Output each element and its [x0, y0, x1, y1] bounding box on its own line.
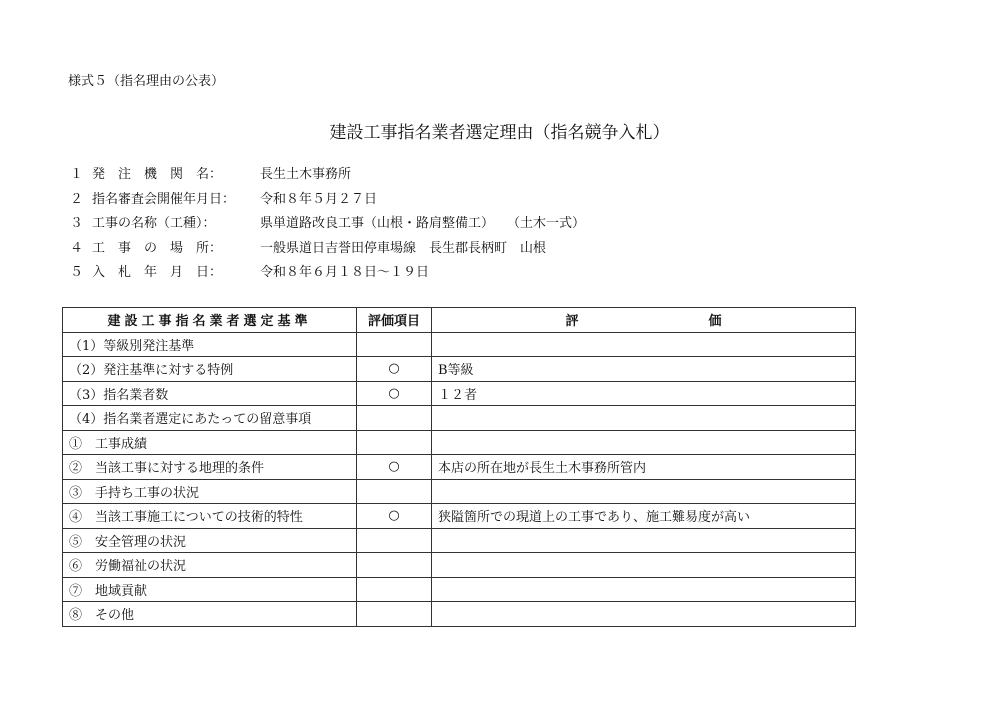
criteria-cell: ① 工事成績	[63, 430, 357, 455]
criteria-cell: （1）等級別発注基準	[63, 332, 357, 357]
evaluation-mark	[357, 577, 432, 602]
info-number: ３	[70, 216, 84, 231]
table-row	[63, 577, 856, 602]
info-number: ２	[70, 191, 84, 207]
info-value: 令和８年６月１８日～１９日	[260, 265, 430, 280]
evaluation-mark	[357, 430, 432, 455]
evaluation-cell	[432, 553, 856, 578]
evaluation-cell: １２者	[432, 381, 856, 406]
info-row	[70, 212, 585, 237]
table-row	[63, 602, 856, 627]
form-label: 様式５（指名理由の公表）	[68, 74, 225, 89]
info-value: 長生土木事務所	[260, 167, 352, 182]
table-row	[63, 357, 856, 382]
evaluation-cell	[432, 577, 856, 602]
info-number: ４	[70, 240, 84, 256]
header-criteria: 建設工事指名業者選定基準	[63, 308, 357, 333]
criteria-cell: ⑥ 労働福祉の状況	[63, 553, 357, 578]
evaluation-cell	[432, 332, 856, 357]
info-value: 令和８年５月２７日	[260, 191, 378, 207]
evaluation-cell: 狭隘箇所での現道上の工事であり、施工難易度が高い	[432, 504, 856, 529]
table-row	[63, 528, 856, 553]
criteria-cell: ⑧ その他	[63, 602, 357, 627]
evaluation-cell	[432, 602, 856, 627]
info-list	[70, 163, 585, 286]
info-label: 指名審査会開催年月日：	[92, 191, 236, 207]
info-label: 工事の名称（工種）：	[92, 216, 216, 231]
evaluation-cell	[432, 479, 856, 504]
info-label: 工 事 の 場 所：	[92, 240, 223, 256]
evaluation-mark	[357, 553, 432, 578]
evaluation-mark	[357, 479, 432, 504]
criteria-cell: ③ 手持ち工事の状況	[63, 479, 357, 504]
header-evaluation-right: 価	[708, 314, 722, 330]
info-row	[70, 188, 585, 213]
table-row	[63, 455, 856, 480]
criteria-cell: ② 当該工事に対する地理的条件	[63, 455, 357, 480]
table-row	[63, 332, 856, 357]
criteria-cell: （4）指名業者選定にあたっての留意事項	[63, 406, 357, 431]
evaluation-mark	[357, 406, 432, 431]
table-row	[63, 479, 856, 504]
table-row	[63, 406, 856, 431]
info-value: 一般県道日吉誉田停車場線 長生郡長柄町 山根	[260, 240, 547, 256]
info-number: １	[70, 167, 84, 182]
info-label: 発 注 機 関 名：	[92, 167, 223, 182]
info-number: ５	[70, 265, 84, 280]
info-label: 入 札 年 月 日：	[92, 265, 223, 280]
evaluation-mark: ○	[357, 381, 432, 406]
table-row	[63, 504, 856, 529]
evaluation-cell: 本店の所在地が長生土木事務所管内	[432, 455, 856, 480]
table-row	[63, 381, 856, 406]
criteria-cell: ⑦ 地域貢献	[63, 577, 357, 602]
info-value: 県単道路改良工事（山根・路肩整備工） （土木一式）	[260, 216, 586, 231]
header-evaluation	[432, 308, 856, 333]
evaluation-cell	[432, 406, 856, 431]
table-header-row	[63, 308, 856, 333]
evaluation-mark: ○	[357, 357, 432, 382]
table-row	[63, 553, 856, 578]
info-row	[70, 261, 585, 286]
evaluation-cell	[432, 528, 856, 553]
info-row	[70, 163, 585, 188]
evaluation-mark	[357, 602, 432, 627]
selection-criteria-table	[62, 307, 856, 627]
header-evaluation-left: 評	[565, 314, 579, 330]
evaluation-mark: ○	[357, 455, 432, 480]
criteria-cell: （2）発注基準に対する特例	[63, 357, 357, 382]
evaluation-mark	[357, 332, 432, 357]
table-row	[63, 430, 856, 455]
document-title: 建設工事指名業者選定理由（指名競争入札）	[329, 123, 670, 143]
criteria-cell: ⑤ 安全管理の状況	[63, 528, 357, 553]
header-evaluation-item: 評価項目	[357, 308, 432, 333]
evaluation-mark	[357, 528, 432, 553]
criteria-cell: ④ 当該工事施工についての技術的特性	[63, 504, 357, 529]
info-row	[70, 237, 585, 262]
evaluation-cell: B等級	[432, 357, 856, 382]
evaluation-mark: ○	[357, 504, 432, 529]
evaluation-cell	[432, 430, 856, 455]
criteria-cell: （3）指名業者数	[63, 381, 357, 406]
